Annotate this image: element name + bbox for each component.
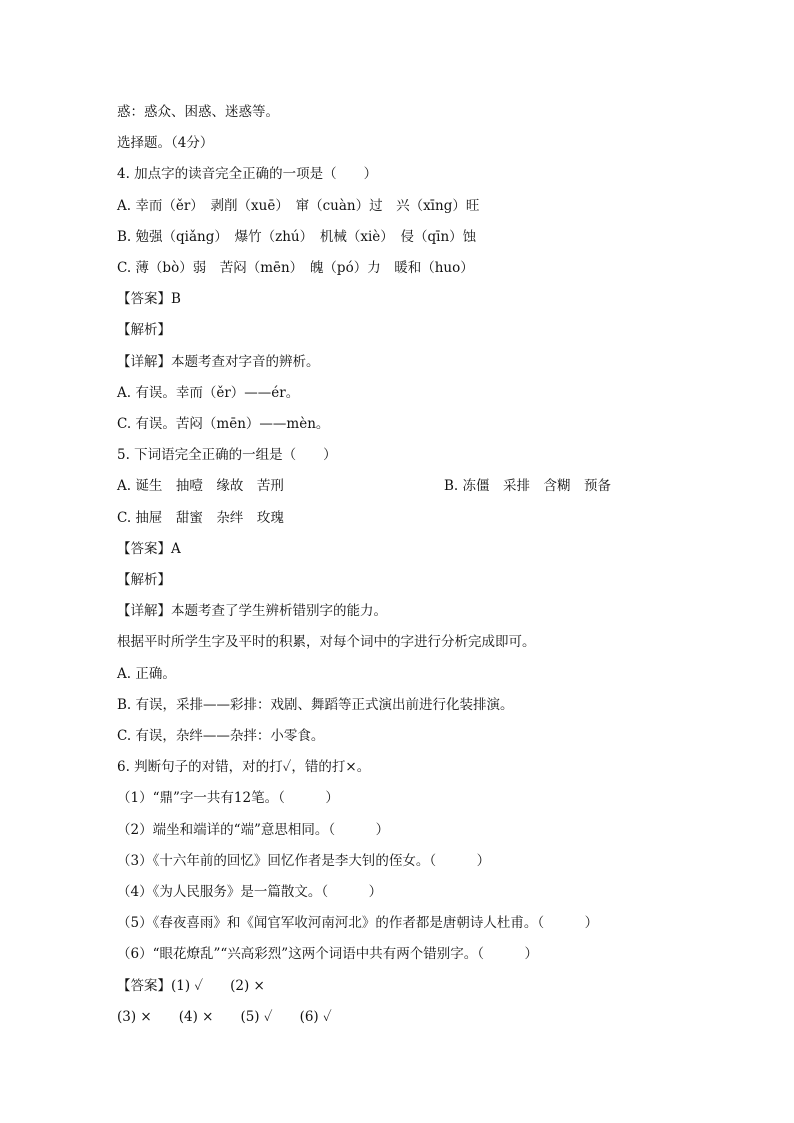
answer-label: 【答案】(1) ✓ (2) × [117, 978, 265, 994]
statement-2: （2）端坐和端详的“端”意思相同。（ ） [117, 822, 390, 838]
statement-3: （3）《十六年前的回忆》回忆作者是李大钊的侄女。（ ） [117, 853, 491, 869]
detail-text: B. 有误，采排——彩排：戏剧、舞蹈等正式演出前进行化装排演。 [117, 697, 514, 713]
detail-text: 根据平时所学生字及平时的积累，对每个词中的字进行分析完成即可。 [117, 634, 536, 650]
detail-text: C. 有误，杂绊——杂拌：小零食。 [117, 728, 325, 744]
option-b: B. 勉强（qiǎng） 爆竹（zhú） 机械（xiè） 侵（qīn）蚀 [117, 229, 477, 245]
answer-label: 【答案】A [117, 541, 181, 557]
analysis-label: 【解析】 [117, 322, 171, 338]
option-a: A. 诞生 抽噎 缘故 苦刑 [117, 478, 284, 494]
text-line: 惑：惑众、困惑、迷惑等。 [117, 104, 279, 120]
statement-6: （6）“眼花燎乱”“兴高彩烈”这两个词语中共有两个错别字。（ ） [117, 946, 538, 962]
option-c: C. 薄（bò）弱 苦闷（mēn） 魄（pó）力 暖和（huo） [117, 260, 474, 276]
detail-text: A. 有误。幸而（ěr）——ér。 [117, 385, 300, 401]
answer-continued: (3) × (4) × (5) ✓ (6) ✓ [117, 1009, 332, 1025]
question-5: 5. 下词语完全正确的一组是（ ） [117, 447, 337, 463]
statement-4: （4）《为人民服务》是一篇散文。（ ） [117, 884, 383, 900]
question-4: 4. 加点字的读音完全正确的一项是（ ） [117, 166, 378, 182]
answer-label: 【答案】B [117, 291, 181, 307]
statement-5: （5）《春夜喜雨》和《闻官军收河南河北》的作者都是唐朝诗人杜甫。（ ） [117, 915, 599, 931]
question-6: 6. 判断句子的对错，对的打✓，错的打×。 [117, 759, 371, 775]
option-b: B. 冻僵 采排 含糊 预备 [444, 478, 612, 494]
detail-text: C. 有误。苦闷（mēn）——mèn。 [117, 416, 330, 432]
detail-text: 【详解】本题考查了学生辨析错别字的能力。 [117, 603, 387, 619]
option-c: C. 抽屉 甜蜜 杂绊 玫瑰 [117, 510, 284, 526]
detail-text: 【详解】本题考查对字音的辨析。 [117, 354, 320, 370]
analysis-label: 【解析】 [117, 572, 171, 588]
text-line: 选择题。（4分） [117, 135, 214, 151]
statement-1: （1）“鼎”字一共有12笔。（ ） [117, 790, 339, 806]
detail-text: A. 正确。 [117, 666, 176, 682]
option-a: A. 幸而（ěr） 剥削（xuē） 窜（cuàn）过 兴（xīng）旺 [117, 198, 480, 214]
